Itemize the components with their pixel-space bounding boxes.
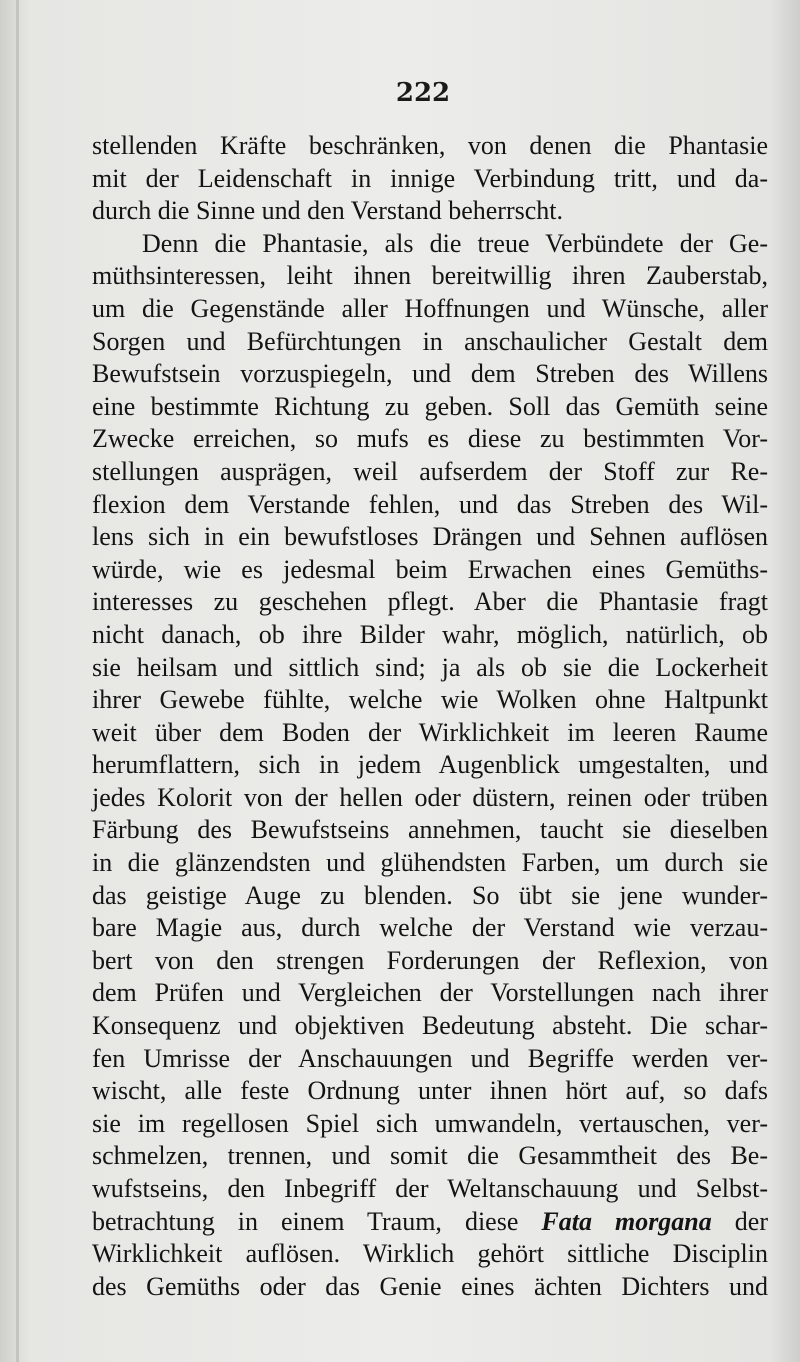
text-line: wischt, alle feste Ordnung unter ihnen hört auf, so dafs [92, 1076, 768, 1106]
text-line: Konsequenz und objektiven Bedeutung absteht. Die schar- [92, 1011, 768, 1041]
text-line: lens sich in ein bewufstloses Drängen und Sehnen auflösen [92, 522, 768, 552]
text-line: müthsinteressen, leiht ihnen bereitwillig ihren Zauberstab, [92, 261, 768, 291]
text-line-content: durch die Sinne und den Verstand beherrscht. [92, 196, 564, 226]
text-line: Bewufstsein vorzuspiegeln, und dem Streben des Willens [92, 359, 768, 389]
text-line [92, 195, 768, 228]
text-line-start: betrachtung in einem Traum, diese [92, 1206, 519, 1236]
text-line: bare Magie aus, durch welche der Verstand wie verzau- [92, 913, 768, 943]
text-line: stellungen ausprägen, weil aufserdem der Stoff zur Re- [92, 456, 768, 486]
text-line: fen Umrisse der Anschauungen und Begriffe werden ver- [92, 1043, 768, 1073]
text-line: dem Prüfen und Vergleichen der Vorstellungen nach ihrer [92, 978, 768, 1008]
text-line: Denn die Phantasie, als die treue Verbündete der Ge- [142, 228, 768, 258]
text-line: bert von den strengen Forderungen der Reflexion, von [92, 945, 768, 975]
text-line: sie heilsam und sittlich sind; ja als ob sie die Lockerheit [92, 652, 768, 682]
italic-phrase: Fata morgana [541, 1206, 712, 1236]
text-line: mit der Leidenschaft in innige Verbindung tritt, und da- [92, 163, 768, 193]
text-line: Sorgen und Befürchtungen in anschaulicher Gestalt dem [92, 326, 768, 356]
page-number: 222 [395, 78, 451, 108]
text-line: ihrer Gewebe fühlte, welche wie Wolken ohne Haltpunkt [92, 685, 768, 715]
text-line: wufstseins, den Inbegriff der Weltanschauung und Selbst- [92, 1174, 768, 1203]
text-line: nicht danach, ob ihre Bilder wahr, möglich, natürlich, ob [92, 619, 768, 649]
page-fold-shadow [16, 0, 19, 1362]
text-line: in die glänzendsten und glühendsten Farben, um durch sie [92, 848, 768, 878]
text-line: Zwecke erreichen, so mufs es diese zu bestimmten Vor- [92, 424, 768, 454]
text-line: schmelzen, trennen, und somit die Gesammtheit des Be- [92, 1141, 768, 1171]
text-line: des Gemüths oder das Genie eines ächten Dichters und [92, 1271, 768, 1301]
text-line: interesses zu geschehen pflegt. Aber die Phantasie fragt [92, 587, 768, 617]
text-line: das geistige Auge zu blenden. So übt sie jene wunder- [92, 880, 768, 910]
text-line: Wirklichkeit auflösen. Wirklich gehört sittliche Disciplin [92, 1239, 768, 1269]
text-line: Färbung des Bewufstseins annehmen, taucht sie dieselben [92, 815, 768, 845]
text-line: eine bestimmte Richtung zu geben. Soll das Gemüth seine [92, 391, 768, 421]
text-line: würde, wie es jedesmal beim Erwachen eines Gemüths- [92, 554, 768, 584]
text-line: flexion dem Verstande fehlen, und das Streben des Wil- [92, 489, 768, 519]
page-body-text [92, 130, 768, 1303]
text-line-with-italic [92, 1206, 768, 1239]
text-line: jedes Kolorit von der hellen oder düstern, reinen oder trüben [92, 782, 768, 812]
text-line: herumflattern, sich in jedem Augenblick umgestalten, und [92, 750, 768, 780]
text-line: um die Gegenstände aller Hoffnungen und Wünsche, aller [92, 293, 768, 323]
text-line-end: der [734, 1206, 768, 1236]
text-line: stellenden Kräfte beschränken, von denen die Phantasie [92, 131, 768, 160]
text-line: sie im regellosen Spiel sich umwandeln, vertauschen, ver- [92, 1108, 768, 1138]
text-line: weit über dem Boden der Wirklichkeit im leeren Raume [92, 717, 768, 747]
